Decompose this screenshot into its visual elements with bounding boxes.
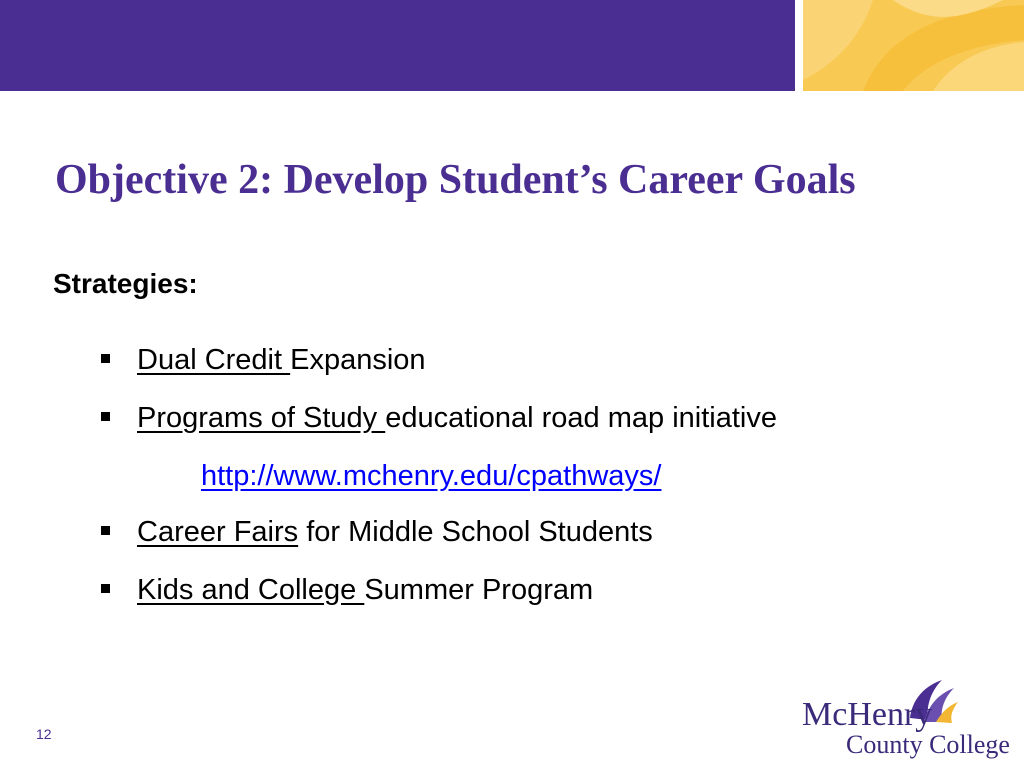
- bullet-description: Expansion: [290, 344, 426, 376]
- bullet-text: [137, 396, 777, 440]
- list-item: [100, 510, 1000, 568]
- list-item: [100, 568, 1000, 626]
- square-bullet-icon: [101, 526, 110, 535]
- bullet-underlined-term: Kids and College: [137, 574, 365, 606]
- strategies-heading: Strategies:: [53, 268, 198, 299]
- cpathways-link[interactable]: http://www.mchenry.edu/cpathways/: [201, 460, 662, 492]
- bullet-description: Summer Program: [364, 574, 594, 606]
- url-row: [100, 454, 1000, 510]
- gold-swirl-decoration: [803, 0, 1024, 91]
- list-item: [100, 396, 1000, 454]
- bullet-underlined-term: Dual Credit: [137, 344, 291, 376]
- logo-text-mchenry: McHenry: [802, 696, 933, 733]
- list-item: [100, 338, 1000, 396]
- strategy-list: [100, 338, 1000, 626]
- header-bar: [0, 0, 795, 91]
- bullet-underlined-term: Career Fairs: [137, 516, 299, 548]
- square-bullet-icon: [101, 584, 110, 593]
- page-number: 12: [36, 726, 52, 742]
- logo-text-county-college: County College: [846, 730, 1010, 759]
- slide-title: Objective 2: Develop Student’s Career Goals: [55, 157, 856, 203]
- header-accent-graphic: [803, 0, 1024, 91]
- bullet-description: for Middle School Students: [298, 516, 653, 548]
- bullet-underlined-term: Programs of Study: [137, 402, 386, 434]
- college-logo: [798, 678, 1018, 762]
- square-bullet-icon: [101, 354, 110, 363]
- square-bullet-icon: [101, 412, 110, 421]
- bullet-text: [137, 338, 426, 382]
- bullet-text: [137, 510, 653, 554]
- bullet-text: [137, 568, 593, 612]
- bullet-description: educational road map initiative: [385, 402, 777, 434]
